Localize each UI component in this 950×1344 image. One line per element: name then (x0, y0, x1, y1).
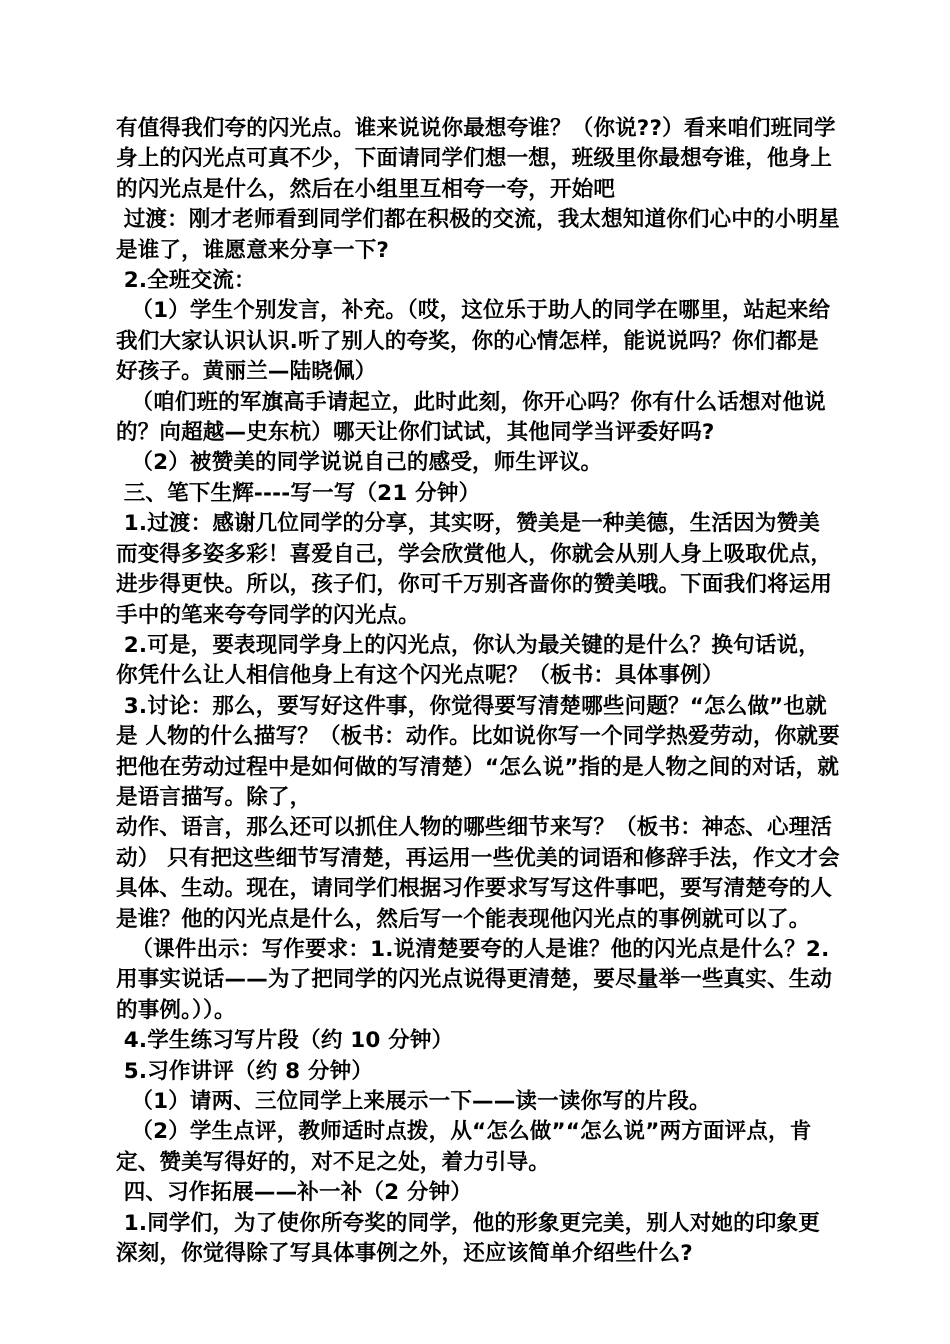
paragraph-writing-transition: 1.过渡：感谢几位同学的分享，其实呀，赞美是一种美德，生活因为赞美而变得多姿多彩！喜爱自己，学会欣赏他人，你就会从别人身上吸取优点，进步得更快。所以，孩子们，你可千万别吝啬你的赞美哦。下面我们将运用手中的笔来夸夸同学的闪光点。 (116, 511, 833, 628)
paragraph-review-show: （1）请两、三位同学上来展示一下——读一读你写的片段。 (116, 1089, 711, 1114)
section-heading-extension: 四、习作拓展——补一补（2 分钟） (116, 1180, 473, 1206)
paragraph-key-question: 2.可是，要表现同学身上的闪光点，你认为最关键的是什么？换句话说，你凭什么让人相信他身上有这个闪光点呢？（板书：具体事例） (116, 632, 820, 689)
paragraph-details: 动作、语言，那么还可以抓住人物的哪些细节来写？（板书：神态、心理活动） 只有把这些细节写清楚，再运用一些优美的词语和修辞手法，作文才会具体、生动。现在，请同学们根据习作要求写写这件事吧，要写清楚夸的人是谁？他的闪光点是什么，然后写一个能表现他闪光点的事例就可以了。 (116, 815, 840, 932)
paragraph-transition: 过渡：刚才老师看到同学们都在积极的交流，我太想知道你们心中的小明星是谁了，谁愿意来分享一下? (116, 207, 840, 263)
paragraph-review-comment: （2）学生点评，教师适时点拨，从“怎么做”“怎么说”两方面评点，肯定、赞美写得好的，对不足之处，着力引导。 (116, 1119, 812, 1175)
paragraph-praised-feelings: （2）被赞美的同学说说自己的感受，师生评议。 (116, 450, 603, 476)
paragraph-extension: 1.同学们，为了使你所夸奖的同学，他的形象更完美，别人对她的印象更深刻，你觉得除了写具体事例之外，还应该简单介绍些什么? (116, 1210, 820, 1267)
paragraph-writing-requirements: （课件出示：写作要求：1.说清楚要夸的人是谁？他的闪光点是什么？2.用事实说话——为了把同学的闪光点说得更清楚，要尽量举一些真实、生动的事例。））。 (116, 936, 833, 1023)
paragraph-practice: 4.学生练习写片段（约 10 分钟） (116, 1028, 454, 1054)
paragraph-discussion: 3.讨论：那么，要写好这件事，你觉得要写清楚哪些问题？“怎么做”也就是 人物的什么描写？（板书：动作。比如说你写一个同学热爱劳动，你就要把他在劳动过程中是如何做的写清楚）“怎么说”指的是人物之间的对话，就是语言描写。除了， (116, 693, 840, 810)
paragraph-intro: 有值得我们夸的闪光点。谁来说说你最想夸谁？（你说??）看来咱们班同学身上的闪光点可真不少，下面请同学们想一想，班级里你最想夸谁，他身上的闪光点是什么，然后在小组里互相夸一夸，开始吧 (116, 116, 836, 202)
section-heading-writing: 三、笔下生辉----写一写（21 分钟） (116, 480, 481, 506)
paragraph-class-exchange: 2.全班交流： (116, 268, 256, 294)
document-page (116, 114, 840, 1269)
paragraph-flag-expert: （咱们班的军旗高手请起立，此时此刻，你开心吗？你有什么话想对他说的？向超越—史东杭）哪天让你们试试，其他同学当评委好吗? (116, 389, 826, 446)
paragraph-review: 5.习作讲评（约 8 分钟） (116, 1058, 374, 1084)
paragraph-individual-speech: （1）学生个别发言，补充。（哎，这位乐于助人的同学在哪里，站起来给我们大家认识认识.听了别人的夸奖，你的心情怎样，能说说吗？你们都是好孩子。黄丽兰—陆晓佩） (116, 298, 831, 385)
